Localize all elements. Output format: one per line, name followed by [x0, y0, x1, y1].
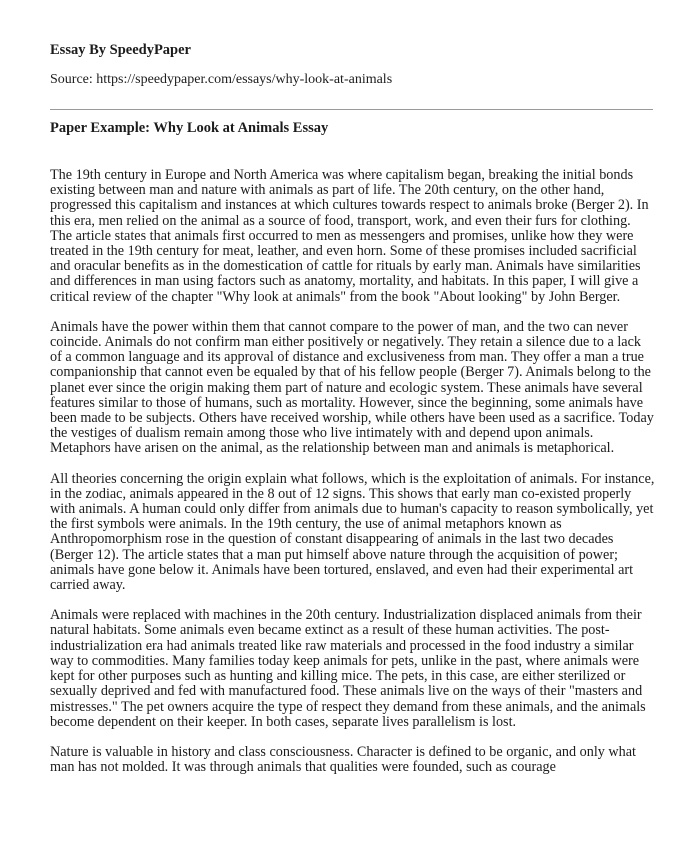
- header-divider: [50, 109, 653, 110]
- essay-body: [50, 168, 656, 790]
- source-link[interactable]: Source: https://speedypaper.com/essays/why-look-at-animals: [50, 72, 393, 87]
- paragraph-3: All theories concerning the origin explain what follows, which is the exploitation of animals. For instance, in the zodiac, animals appeared in the 8 out of 12 signs. This shows that early man co-existed properly with animals. A human could only differ from animals due to human's capacity to reason symbolically, yet the first symbols were animals. In the 19th century, the use of animal metaphors known as Anthropomorphism rose in the question of constant disappearing of animals in the last two decades (Berger 12). The article states that a man put himself above nature through the acquisition of power; animals have gone below it. Animals have been tortured, enslaved, and even had their experimental art carried away.: [50, 470, 655, 594]
- paper-title: Paper Example: Why Look at Animals Essay: [50, 120, 329, 136]
- paragraph-5: Nature is valuable in history and class consciousness. Character is defined to be organic, and only what man has not molded. It was through animals that qualities were founded, such as courage: [50, 743, 636, 776]
- essay-brand-title: Essay By SpeedyPaper: [50, 42, 191, 58]
- paragraph-4: Animals were replaced with machines in the 20th century. Industrialization displaced animals from their natural habitats. Some animals even became extinct as a result of these human activities. The post-industrialization era had animals treated like raw materials and processed in the food industry a similar way to commodities. Many families today keep animals for pets, unlike in the past, where animals were kept for other purposes such as hunting and killing mice. The pets, in this case, are either sterilized or sexually deprived and fed with manufactured food. These animals live on the ways of their "masters and mistresses." The pet owners acquire the type of respect they demand from these animals, and the animals become dependent on their keeper. In both cases, separate lives parallelism is lost.: [50, 607, 646, 730]
- paragraph-1: The 19th century in Europe and North America was where capitalism began, breaking the initial bonds existing between man and nature with animals as part of life. The 20th century, on the other hand, progressed this capitalism and instances at which cultures towards respect to animals broke (Berger 2). In this era, men relied on the animal as a source of food, transport, work, and even their furs for clothing. The article states that animals first occurred to men as messengers and promises, unlike how they were treated in the 19th century for meat, leather, and even horn. Some of these promises included sacrificial and oracular benefits as in the domestication of cattle for rituals by early man. Animals have similarities and differences in man using factors such as anatomy, mortality, and habitats. In this paper, I will give a critical review of the chapter "Why look at animals" from the book "About looking" by John Berger.: [50, 167, 649, 305]
- paragraph-2: Animals have the power within them that cannot compare to the power of man, and the two can never coincide. Animals do not confirm man either positively or negatively. They retain a silence due to a lack of a common language and its approval of distance and exclusiveness from man. They offer a man a true companionship that cannot even be equaled by that of his fellow people (Berger 7). Animals belong to the planet ever since the origin making them part of nature and ecologic system. These animals have several features similar to those of humans, such as mortality. However, since the beginning, some animals have been made to be subjects. Others have received worship, while others have been used as a sacrifice. Today the vestiges of dualism remain among those who live intimately with and depend upon animals. Metaphors have arisen on the animal, as the relationship between man and animals is metaphorical.: [50, 318, 654, 457]
